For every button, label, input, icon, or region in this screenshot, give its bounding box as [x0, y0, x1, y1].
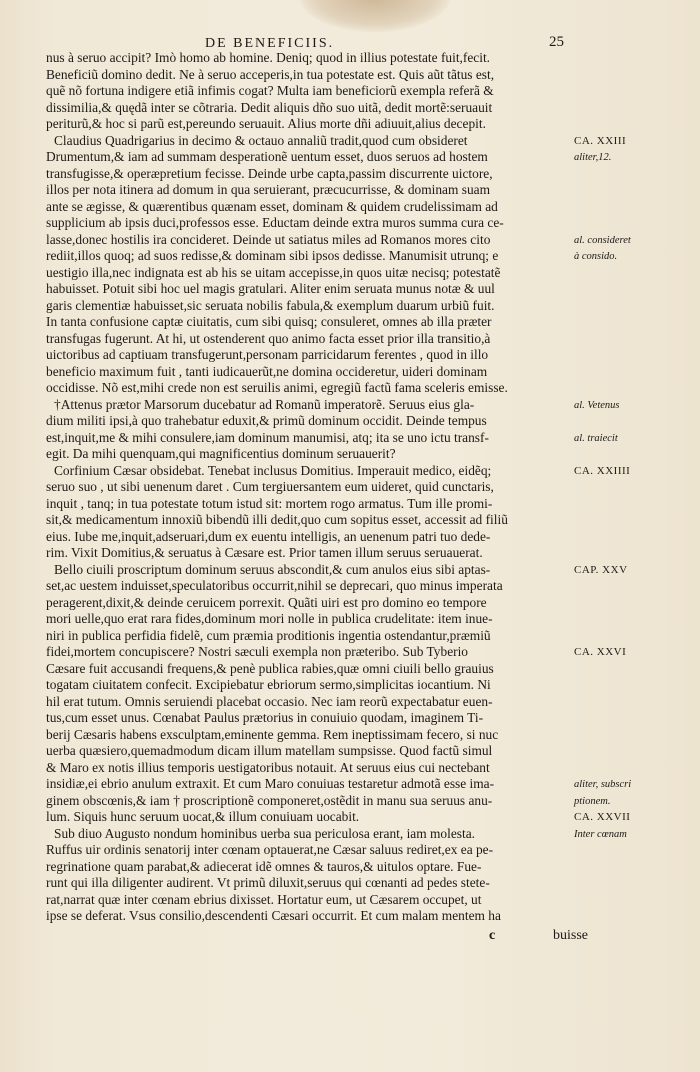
chapter-marker: CA. XXIII [574, 134, 627, 147]
marginal-note: al. Vetenus [574, 399, 620, 411]
text-line: transfugas fugerunt. At hi, ut ostenderent quo animo facta esset prior illa transitio,à [46, 330, 491, 346]
main-text-block [46, 50, 576, 925]
text-line: illos per nota itinera ad domum in qua seruierant, præcucurrisse, & dominam suam [46, 182, 491, 197]
text-line: lasse,donec hostilis ira concideret. Deinde ut satiatus miles ad Romanos mores cito [46, 231, 491, 247]
text-line: mori uelle,quo erat rara fides,dominum mori nolle in publica crudelitate: item inue- [46, 611, 493, 626]
marginal-note: al. consideret [574, 234, 631, 246]
text-line: Cæsare fuit accusandi frequens,& penè publica rabies,quæ omni ciuili bello grauius [46, 660, 494, 676]
text-line: ginem obscœnis,& iam † proscriptionẽ componeret,ostẽdit in manu sua seruus anu- [46, 792, 493, 808]
text-line: insidiæ,ei ebrio anulum extraxit. Et cum Maro conuiuas testaretur admotã esse ima- [46, 776, 495, 791]
text-line: uictoribus ad captiuam transfugerunt,personam parricidarum ferentes , quod in illo [46, 347, 489, 362]
text-line: uestigio illa,nec indignata est ab his se uitam accepisse,in quos uitæ necisq; potestatẽ [46, 264, 501, 280]
text-line: runt qui illa diligenter audirent. Vt primũ diluxit,seruus qui cœnanti ad pedes stete- [46, 875, 490, 890]
catchword: buisse [553, 928, 588, 943]
marginal-note: al. traiecit [574, 432, 618, 444]
text-line: hil erat tutum. Omnis seruiendi placebat occasio. Nec iam reorũ expectabatur euen- [46, 693, 493, 709]
text-line: Drumentum,& iam ad summam desperationẽ uentum esset, duos seruos ad hostem [46, 149, 488, 164]
marginal-note: à consido. [574, 251, 618, 262]
text-line: set,ac uestem induisset,speculatoribus occurrit,nihil se deprecari, quo minus imperata [46, 578, 503, 593]
text-line: garis clementiæ habuisset,sic seruata nobilis fabula,& exemplum duarum urbiũ fuit. [46, 297, 495, 313]
text-line: rim. Vixit Domitius,& seruatus à Cæsare est. Prior tamen illum seruus seruauerat. [46, 545, 483, 560]
text-line: dium militi ipsi,à quo trahebatur eduxit,& primũ dominum occidit. Deinde tempus [46, 413, 487, 428]
text-line: berij Cæsaris habens exsculptam,eminente gemma. Rem ineptissimam fecero, si nuc [46, 726, 499, 742]
text-line: ante se ægisse, & quærentibus quænam esset, dominam & quidem crudelissimam ad [46, 198, 498, 214]
text-line: eius. Iube me,inquit,adseruari,dum ex euentu intelligis, an uenenum patri tuo dede- [46, 528, 491, 544]
text-line: quẽ nõ fortuna indigere etiã infimis cogat? Multa iam beneficiorũ exempla referã & [46, 83, 494, 98]
chapter-marker: CA. XXVI [574, 646, 627, 658]
marginal-note: aliter,12. [574, 152, 612, 163]
text-line: In tanta confusione captæ ciuitatis, cum sibi quisq; consuleret, omnes ab illa præter [46, 314, 492, 329]
text-line: niri in publica perfidia fidelẽ, cum præmia proditionis ingentia ostendantur,præmiũ [46, 627, 491, 643]
chapter-marker: CAP. XXV [574, 563, 628, 576]
text-line: ipse se deferat. Vsus consilio,descendenti Cæsari occurrit. Et cum malam mentem ha [46, 908, 501, 923]
text-line: periturũ,& hoc si parũ est,pereundo seruauit. Alius morte dñi adiuuit,alius decepit. [46, 116, 486, 131]
marginal-note: Inter cœnam [574, 828, 627, 840]
text-line: dissimilia,& quędã inter se cõtraria. Dedit aliquis dño suo uitã, dedit mortẽ:seruauit [46, 99, 493, 115]
text-line: beneficio maximum fuit , tanti iudicauerũt,ne domina occideretur, uideri dominam [46, 363, 488, 379]
text-line: Bello ciuili proscriptum dominum seruus abscondit,& cum anulos eius sibi aptas- [54, 561, 491, 577]
text-line: habuisset. Potuit sibi hoc uel magis gratulari. Aliter enim seruata munus notæ & uul [46, 281, 495, 296]
text-line: inquit , tanq; in tua potestate totum istud sit: mortem rogo armatus. Tum ille promi- [46, 495, 493, 511]
chapter-marker: CA. XXVII [574, 811, 631, 823]
text-line: uerba quæsiero,quemadmodum dicam illum matellam sumpsisse. Quod factũ simul [46, 743, 493, 758]
text-line: Claudius Quadrigarius in decimo & octauo annaliũ tradit,quod cum obsideret [54, 132, 468, 148]
text-line: egit. Da mihi quenquam,qui magnificentius dominum seruauerit? [46, 446, 396, 461]
text-line: regrinatione quam parabat,& adiecerat idẽ omnes & tauros,& uitulos optare. Fue- [46, 858, 482, 874]
text-line: sit,& medicamentum innoxiũ bibendũ illi dedit,quo cum sopitus esset, accessit ad filiũ [46, 512, 508, 527]
text-line: peragerent,dixit,& deinde ceruicem porrexit. Quãti uiri est pro domino eo tempore [46, 594, 487, 610]
text-line: est,inquit,me & mihi consulere,iam dominum manumisi, atq; ita se uno ictu transf- [46, 429, 489, 445]
text-line: Beneficiũ domino dedit. Ne à seruo acceperis,in tua potestate est. Quis aũt tãtus est, [46, 66, 495, 82]
marginal-note: ptionem. [574, 795, 611, 807]
text-line: Ruffus uir ordinis senatorij inter cœnam optauerat,ne Cæsar saluus rediret,ex ea pe- [46, 842, 494, 857]
chapter-marker: CA. XXIIII [574, 464, 631, 477]
text-line: seruo suo , ut sibi uenenum daret . Cum tergiuersantem eum uideret, quid cunctaris, [46, 479, 494, 494]
text-line: togatam ciuitatem confecit. Excipiebatur ebriorum sermo,simplicitas iocantium. Ni [46, 677, 491, 692]
marginal-note: aliter, subscri [574, 779, 632, 790]
text-line: rat,narrat quæ inter cœnam ebrius dixisset. Hortatur eum, ut Cæsarem occupet, ut [46, 891, 482, 907]
text-line: transfugisse,& operæpretium fecisse. Deinde urbe capta,passim discurrente uictore, [46, 165, 493, 181]
text-line: & Maro ex notis illius temporis uestigatoribus notauit. At seruus eius cui nectebant [46, 759, 490, 775]
text-line: nus à seruo accipit? Imò homo ab homine. Deniq; quod in illius potestate fuit,fecit. [46, 50, 491, 65]
running-title: DE BENEFICIIS. [205, 36, 335, 51]
text-line: supplicium ab ipsis duci,professos esse. Eductam deinde extra muros summa cura ce- [46, 215, 504, 230]
text-line: lum. Siquis hunc seruum uocat,& illum conuiuam uocabit. [46, 809, 360, 824]
text-line: fidei,mortem concupiscere? Nostri sæculi exempla non præteribo. Sub Tyberio [46, 644, 469, 659]
text-line: †Attenus prætor Marsorum ducebatur ad Romanũ imperatorẽ. Seruus eius gla- [54, 396, 475, 412]
text-line: tus,cum esset unus. Cœnabat Paulus prætorius in conuiuio quodam, imaginem Ti- [46, 710, 484, 725]
text-line: Sub diuo Augusto nondum hominibus uerba sua periculosa erant, iam molesta. [54, 825, 476, 841]
text-line: occidisse. Nõ est,mihi crede non est seruilis animi, egregiũ factũ fama sceleris emisse. [46, 380, 508, 395]
text-line: Corfinium Cæsar obsidebat. Tenebat inclusus Domitius. Imperauit medico, eidẽq; [54, 462, 492, 478]
folio-number: 25 [549, 34, 564, 50]
signature-mark: c [489, 928, 496, 943]
text-line: rediit,illos quoq; ad suos redisse,& dominam sibi ipsos dedisse. Manumisit utrunq; e [46, 248, 499, 263]
